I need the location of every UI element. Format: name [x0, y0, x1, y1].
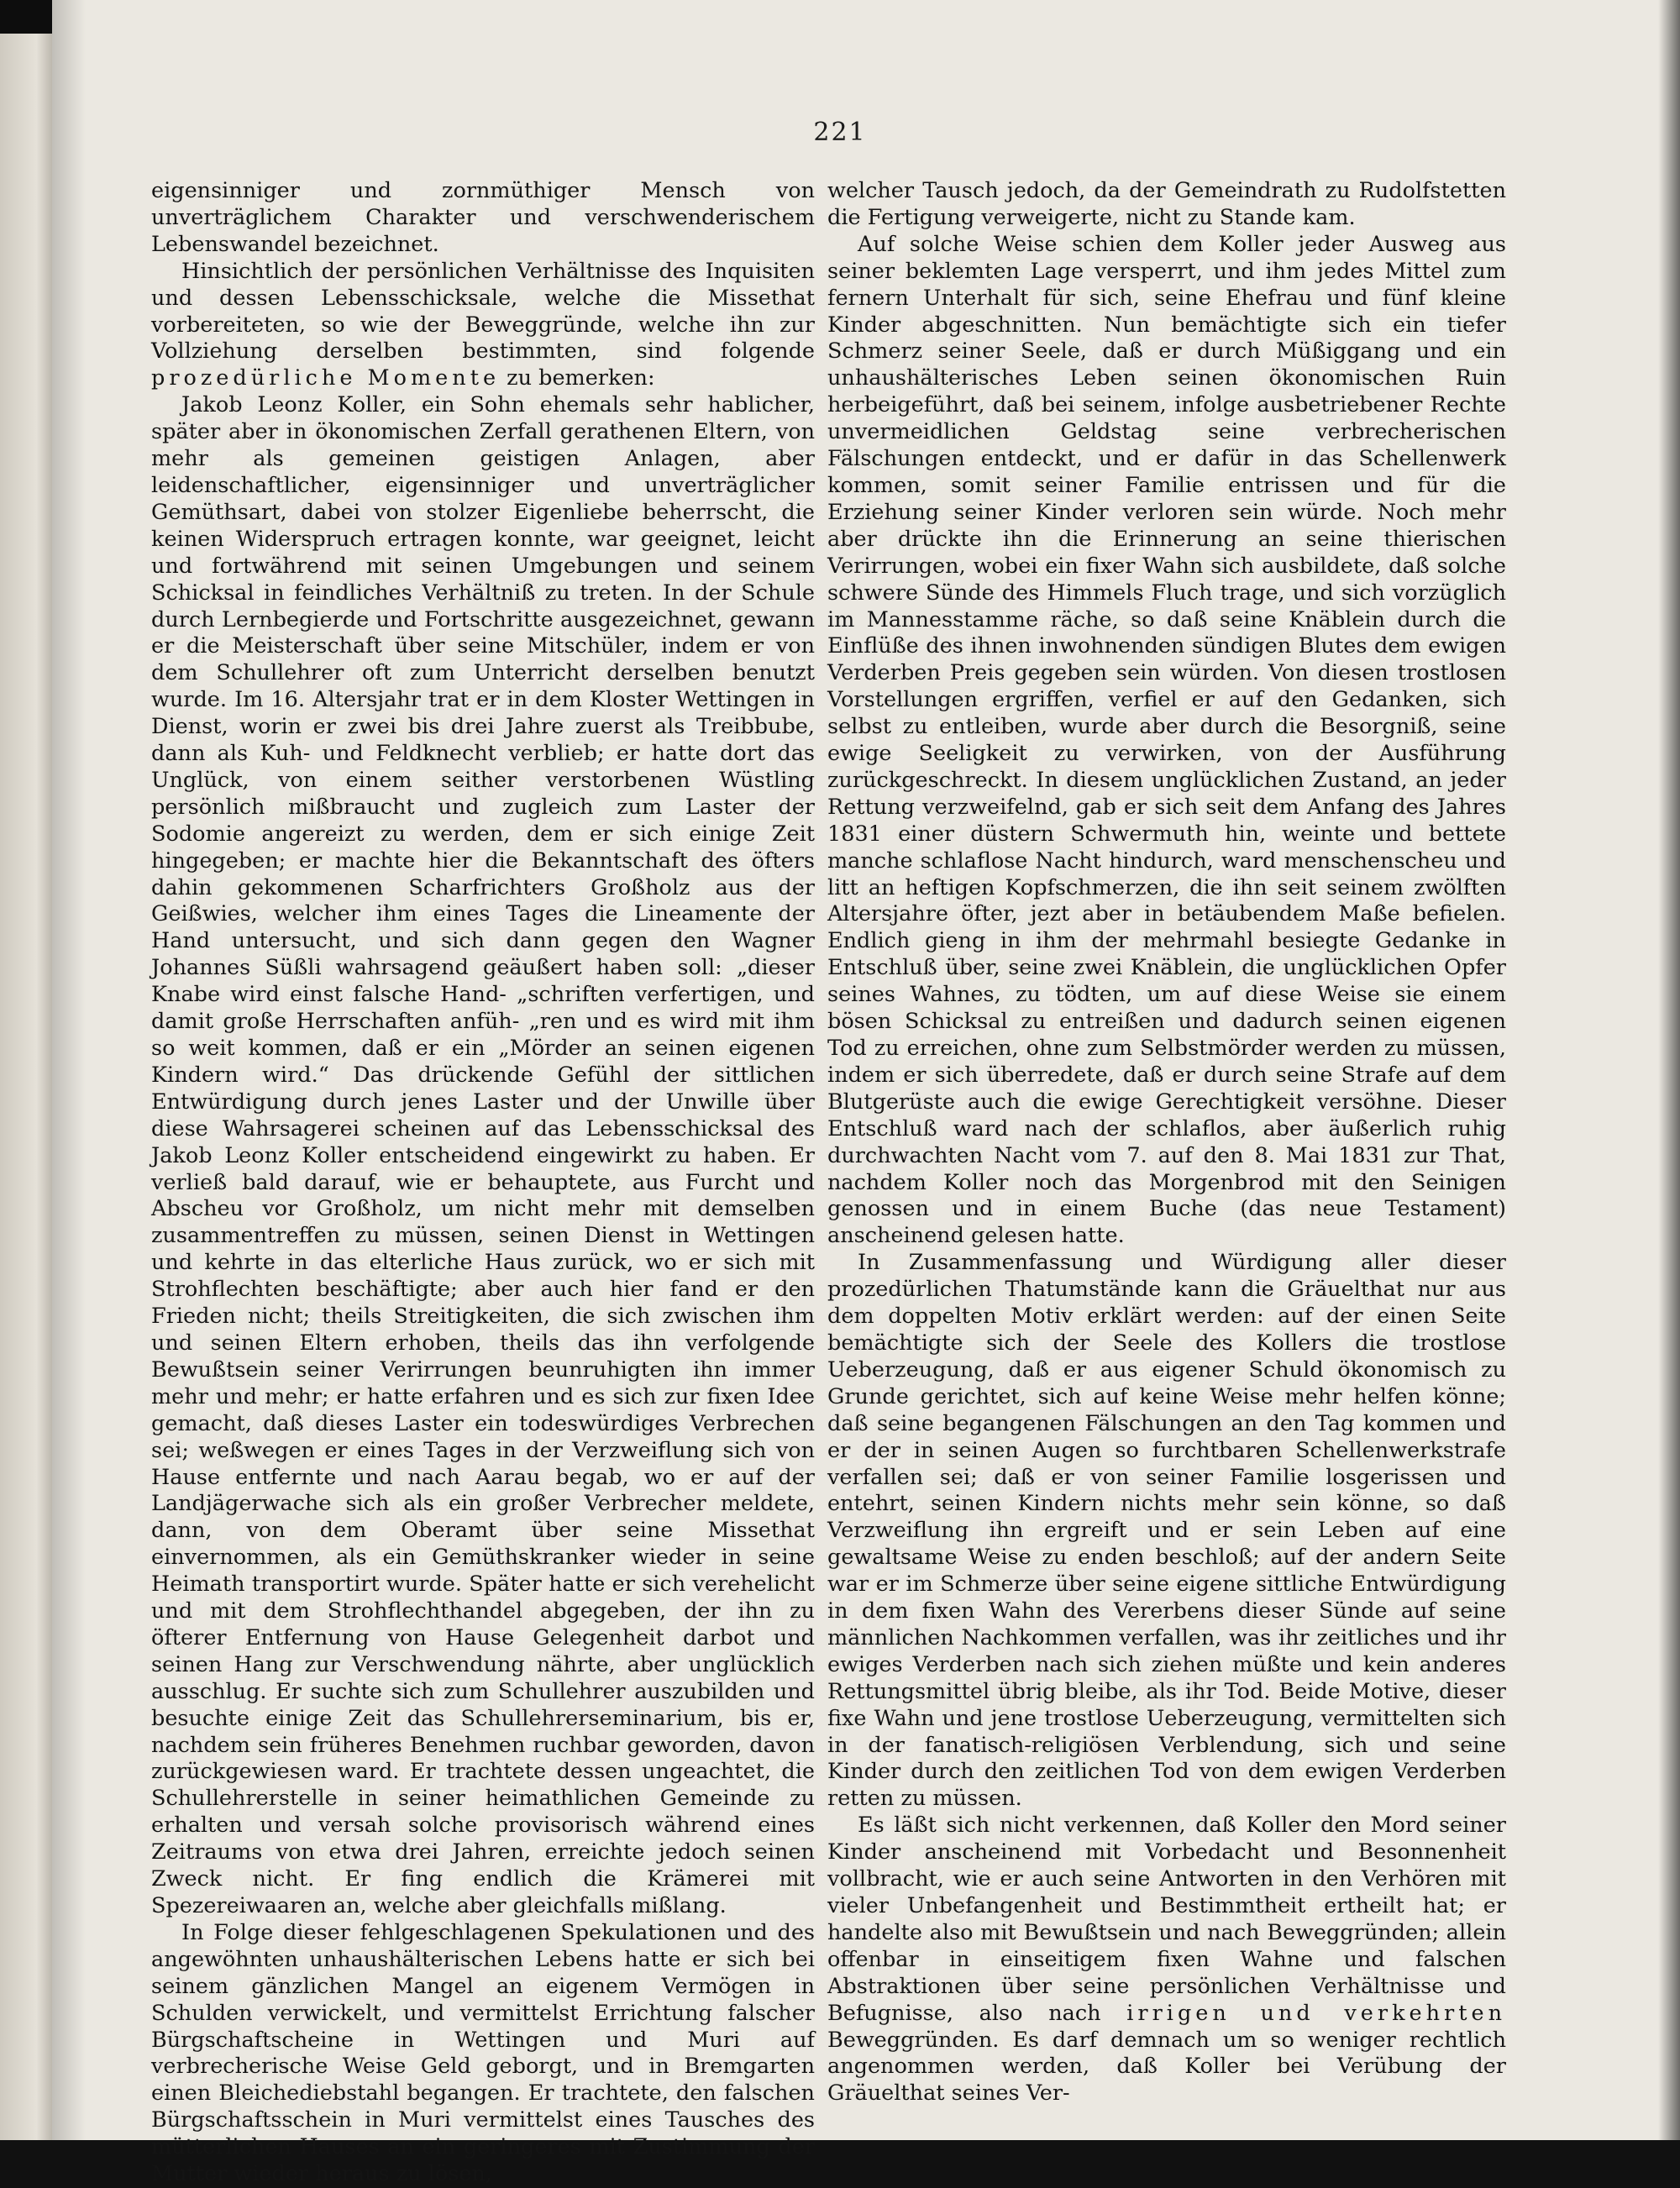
- right-paragraph-3: In Zusammenfassung und Würdigung aller dieser prozedürlichen Thatumstände kann die Gräuelthat nur aus dem doppelten Motiv erklärt werden: auf der einen Seite bemächtigte sich der Seele des Kollers die trostlose Ueberzeugung, daß er aus eigener Schuld ökonomisch zu Grunde gerichtet, sich auf keine Weise mehr helfen könne; daß seine begangenen Fälschungen an den Tag kommen und er der in seinen Augen so furchtbaren Schellenwerkstrafe verfallen sei; daß er von seiner Familie losgerissen und entehrt, seinen Kindern nichts mehr sein könne, so daß Verzweiflung ihn ergreift und er sein Leben auf eine gewaltsame Weise zu enden beschloß; auf der andern Seite war er im Schmerze über seine eigene sittliche Entwürdigung in dem fixen Wahn des Vererbens dieser Sünde auf seine männlichen Nachkommen verfallen, was ihr zeitliches und ihr ewiges Verderben nach sich ziehen müßte und kein anderes Rettungsmittel übrig bleibe, als ihr Tod. Beide Motive, dieser fixe Wahn und jene trostlose Ueberzeugung, vermittelten sich in der fanatisch-religiösen Verblendung, sich und seine Kinder durch den zeitlichen Tod von dem ewigen Verderben retten zu müssen.: [827, 1250, 1506, 1812]
- left-paragraph-4: In Folge dieser fehlgeschlagenen Spekulationen und des angewöhnten unhaushälterischen Lebens hatte er sich bei seinem gänzlichen Mangel an eigenem Vermögen in Schulden verwickelt, und vermittelst Errichtung falscher Bürgschaftscheine in Wettingen und Muri auf verbrecherische Weise Geld geborgt, und in Bremgarten einen Bleichediebstahl begangen. Er trachtete, den falschen Bürgschaftsschein in Muri vermittelst eines Tausches des mütterlichen Hauses an ein geringeres mit Zustimmung der Mutter wieder heraus zu lösen,: [151, 1919, 815, 2187]
- right-paragraph-4-text-a: Es läßt sich nicht verkennen, daß Koller den Mord seiner Kinder anscheinend mit Vorbedacht und Besonnenheit vollbracht, wie er auch seine Antworten in den Verhören mit vieler Unbefangenheit und Bestimmtheit ertheilt hat; er handelte also mit Bewußtsein und nach Beweggründen; allein offenbar in einseitigem fixen Wahne und falschen Abstraktionen über seine persönlichen Verhältnisse und Befugnisse, also nach: [827, 1813, 1506, 2026]
- left-paragraph-1: eigensinniger und zornmüthiger Mensch von unverträglichem Charakter und verschwenderischem Lebenswandel bezeichnet.: [151, 178, 815, 257]
- right-paragraph-4-text-b: Beweggründen. Es darf demnach um so weniger rechtlich angenommen werden, daß Koller bei Verübung der Gräuelthat seines Ver-: [827, 2027, 1506, 2107]
- left-paragraph-2-spaced-phrase: prozedürliche Momente: [151, 365, 501, 391]
- page-edge-shadow: [1658, 0, 1680, 2140]
- right-paragraph-4-spaced-phrase: irrigen und verkehrten: [1126, 2000, 1506, 2026]
- gutter-shadow: [52, 0, 86, 2140]
- left-paragraph-2-text-b: zu bemerken:: [507, 365, 655, 391]
- left-paragraph-3: Jakob Leonz Koller, ein Sohn ehemals sehr hablicher, später aber in ökonomischen Zerfall gerathenen Eltern, von mehr als gemeinen geistigen Anlagen, aber leidenschaftlicher, eigensinniger und unverträglicher Gemüthsart, dabei von stolzer Eigenliebe beherrscht, die keinen Widerspruch ertragen konnte, war geeignet, leicht und fortwährend mit seinen Umgebungen und seinem Schicksal in feindliches Verhältniß zu treten. In der Schule durch Lernbegierde und Fortschritte ausgezeichnet, gewann er die Meisterschaft über seine Mitschüler, indem er von dem Schullehrer oft zum Unterricht derselben benutzt wurde. Im 16. Altersjahr trat er in dem Kloster Wettingen in Dienst, worin er zwei bis drei Jahre zuerst als Treibbube, dann als Kuh- und Feldknecht verblieb; er hatte dort das Unglück, von einem seither verstorbenen Wüstling persönlich mißbraucht und zugleich zum Laster der Sodomie angereizt zu werden, dem er sich einige Zeit hingegeben; er machte hier die Bekanntschaft des öfters dahin gekommenen Scharfrichters Großholz aus der Geißwies, welcher ihm eines Tages die Lineamente der Hand untersucht, und sich dann gegen den Wagner Johannes Süßli wahrsagend geäußert haben soll: „dieser Knabe wird einst falsche Hand- „schriften verfertigen, und damit große Herrschaften anfüh- „ren und es wird mit ihm so weit kommen, daß er ein „Mörder an seinen eigenen Kindern wird.“ Das drückende Gefühl der sittlichen Entwürdigung durch jenes Laster und der Unwille über diese Wahrsagerei scheinen auf das Lebensschicksal des Jakob Leonz Koller entscheidend eingewirkt zu haben. Er verließ bald darauf, wie er behauptete, aus Furcht und Abscheu vor Großholz, um nicht mehr mit demselben zusammentreffen zu müssen, seinen Dienst in Wettingen und kehrte in das elterliche Haus zurück, wo er sich mit Strohflechten beschäftigte; aber auch hier fand er den Frieden nicht; theils Streitigkeiten, die sich zwischen ihm und seinen Eltern erhoben, theils das ihn verfolgende Bewußtsein seiner Verirrungen beunruhigten ihn immer mehr und mehr; er hatte erfahren und es sich zur fixen Idee gemacht, daß dieses Laster ein todeswürdiges Verbrechen sei; weßwegen er eines Tages in der Verzweiflung sich von Hause entfernte und nach Aarau begab, wo er auf der Landjägerwache sich als ein großer Verbrecher meldete, dann, von dem Oberamt über seine Missethat einvernommen, als ein Gemüthskranker wieder in seine Heimath transportirt wurde. Später hatte er sich verehelicht und mit dem Strohflechthandel abgegeben, der ihn zu öfterer Entfernung von Hause Gelegenheit darbot und seinen Hang zur Verschwendung nährte, aber unglücklich ausschlug. Er suchte sich zum Schullehrer auszubilden und besuchte einige Zeit das Schullehrerseminarium, bis er, nachdem sein früheres Benehmen ruchbar geworden, davon zurückgewiesen ward. Er trachtete dessen ungeachtet, die Schullehrerstelle in seiner heimathlichen Gemeinde zu erhalten und versah solche provisorisch während eines Zeitraums von etwa drei Jahren, erreichte jedoch seinen Zweck nicht. Er fing endlich die Krämerei mit Spezereiwaaren an, welche aber gleichfalls mißlang.: [151, 392, 815, 1918]
- left-paragraph-2-text-a: Hinsichtlich der persönlichen Verhältnisse des Inquisiten und dessen Lebensschicksale, welche die Missethat vorbereiteten, so wie der Beweggründe, welche ihn zur Vollziehung derselben bestimmten, sind folgende: [151, 258, 815, 365]
- page-number: 221: [813, 118, 867, 147]
- left-text-column: [151, 178, 815, 2188]
- right-paragraph-2: Auf solche Weise schien dem Koller jeder Ausweg aus seiner beklemten Lage versperrt, und ihm jedes Mittel zum fernern Unterhalt für sich, seine Ehefrau und fünf kleine Kinder abgeschnitten. Nun bemächtigte sich ein tiefer Schmerz seiner Seele, daß er durch Müßiggang und ein unhaushälterisches Leben seinen ökonomischen Ruin herbeigeführt, daß bei seinem, infolge ausbetriebener Rechte unvermeidlichen Geldstag seine verbrecherischen Fälschungen entdeckt, und er dafür in das Schellenwerk kommen, somit seiner Familie entrissen und für die Erziehung seiner Kinder verloren sein würde. Noch mehr aber drückte ihn die Erinnerung an seine thierischen Verirrungen, wobei ein fixer Wahn sich ausbildete, daß solche schwere Sünde des Himmels Fluch trage, und sich vorzüglich im Mannesstamme räche, so daß seine Knäblein durch die Einflüße des ihnen inwohnenden sündigen Blutes dem ewigen Verderben Preis gegeben sein würden. Von diesen trostlosen Vorstellungen ergriffen, verfiel er auf den Gedanken, sich selbst zu entleiben, wurde aber durch die Besorgniß, seine ewige Seeligkeit zu verwirken, von der Ausführung zurückgeschreckt. In diesem unglücklichen Zustand, an jeder Rettung verzweifelnd, gab er sich seit dem Anfang des Jahres 1831 einer düstern Schwermuth hin, weinte und bettete manche schlaflose Nacht hindurch, ward menschenscheu und litt an heftigen Kopfschmerzen, die ihn seit seinem zwölften Altersjahre öfter, jezt aber in betäubendem Maße befielen. Endlich gieng in ihm der mehrmahl besiegte Gedanke in Entschluß über, seine zwei Knäblein, die unglücklichen Opfer seines Wahnes, zu tödten, um auf diese Weise sie einem bösen Schicksal zu entreißen und dadurch seinen eigenen Tod zu erreichen, ohne zum Selbstmörder werden zu müssen, indem er sich überredete, daß er durch seine Strafe auf dem Blutgerüste auch die ewige Gerechtigkeit versöhne. Dieser Entschluß ward nach der schlaflos, aber äußerlich ruhig durchwachten Nacht vom 7. auf den 8. Mai 1831 zur That, nachdem Koller noch das Morgenbrod mit den Seinigen genossen und in einem Buche (das neue Testament) anscheinend gelesen hatte.: [827, 231, 1506, 1249]
- right-paragraph-1: welcher Tausch jedoch, da der Gemeindrath zu Rudolfstetten die Fertigung verweigerte, nicht zu Stande kam.: [827, 178, 1506, 230]
- left-paragraph-2: [151, 259, 815, 393]
- previous-page-edge: [0, 34, 52, 2140]
- right-paragraph-4: [827, 1813, 1506, 2107]
- right-text-column: [827, 178, 1506, 2107]
